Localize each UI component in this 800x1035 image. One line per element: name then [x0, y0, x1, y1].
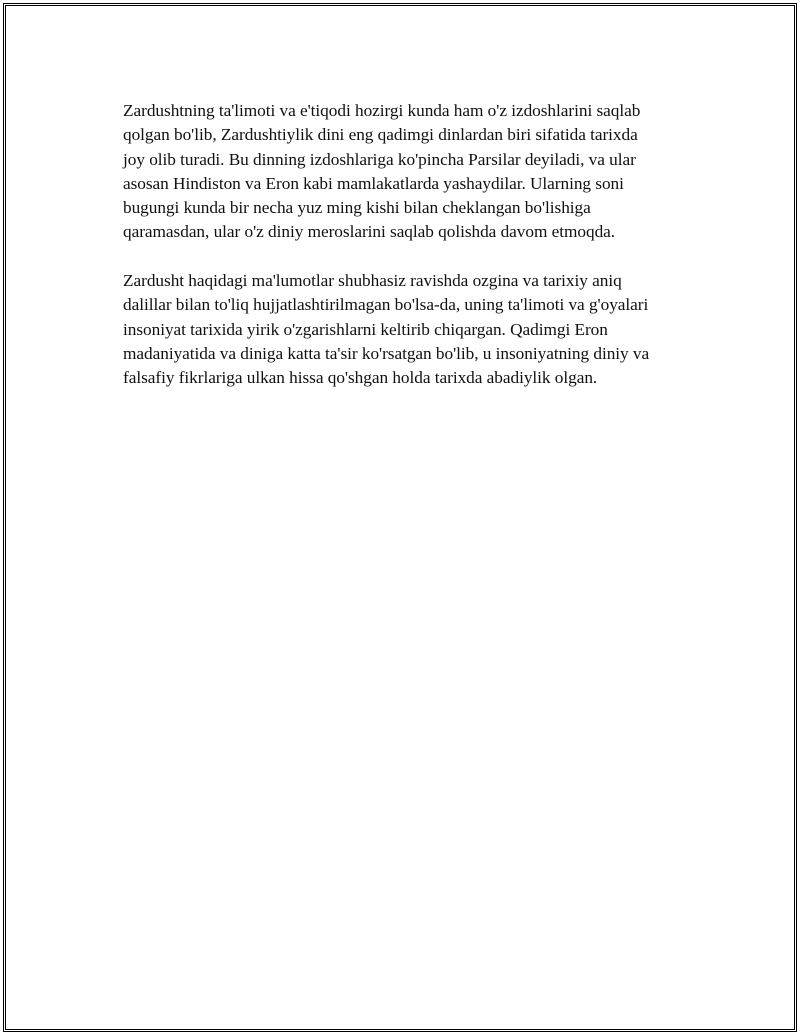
page-frame [3, 3, 797, 1032]
text-line: asosan Hindiston va Eron kabi mamlakatlarda yashaydilar. Ularning soni [123, 173, 624, 193]
text-line: insoniyat tarixida yirik o'zgarishlarni keltirib chiqargan. Qadimgi Eron [123, 319, 608, 339]
paragraph-1 [123, 99, 693, 245]
text-line: bugungi kunda bir necha yuz ming kishi bilan cheklangan bo'lishiga [123, 198, 591, 218]
text-line: Zardushtning ta'limoti va e'tiqodi hozirgi kunda ham o'z izdoshlarini saqlab [123, 101, 641, 120]
text-line: joy olib turadi. Bu dinning izdoshlariga ko'pincha Parsilar deyiladi, va ular [123, 149, 636, 169]
text-line: madaniyatida va diniga katta ta'sir ko'rsatgan bo'lib, u insoniyatning diniy va [123, 343, 650, 363]
text-line: falsafiy fikrlariga ulkan hissa qo'shgan holda tarixda abadiylik olgan. [123, 368, 598, 388]
text-line: qolgan bo'lib, Zardushtiylik dini eng qadimgi dinlardan biri sifatida tarixda [123, 125, 638, 145]
text-line: qaramasdan, ular o'z diniy meroslarini saqlab qolishda davom etmoqda. [123, 222, 616, 242]
paragraph-2 [123, 269, 693, 390]
text-line: dalillar bilan to'liq hujjatlashtirilmagan bo'lsa-da, uning ta'limoti va g'oyalari [123, 295, 649, 315]
text-line: Zardusht haqidagi ma'lumotlar shubhasiz ravishda ozgina va tarixiy aniq [123, 271, 622, 291]
document-body [123, 99, 693, 391]
